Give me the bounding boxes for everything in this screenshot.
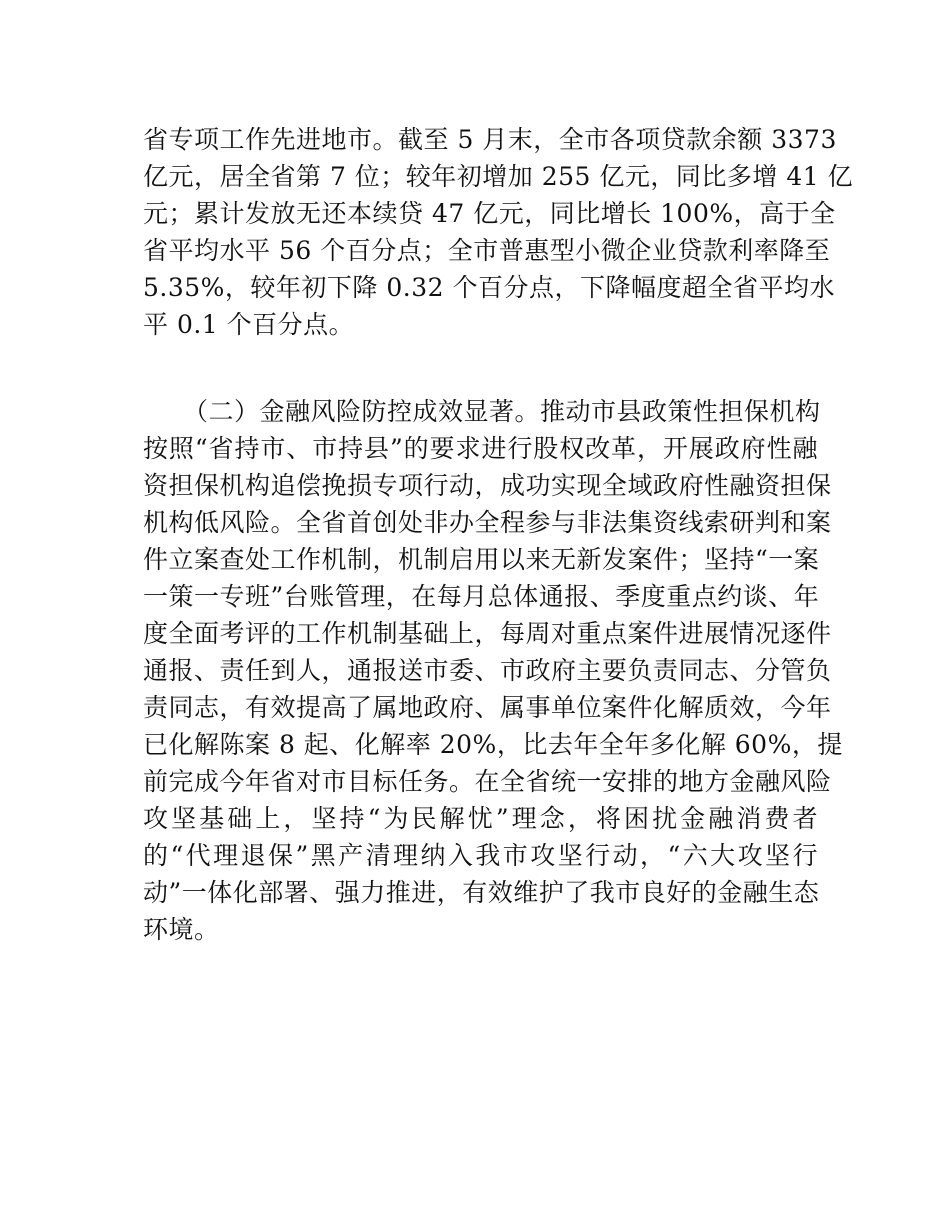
text-line: 通报、责任到人，通报送市委、市政府主要负责同志、分管负 bbox=[143, 656, 832, 685]
text-line: 度全面考评的工作机制基础上，每周对重点案件进展情况逐件 bbox=[143, 619, 832, 648]
paragraph-loans-summary bbox=[143, 121, 854, 343]
text-line: 前完成今年省对市目标任务。在全省统一安排的地方金融风险 bbox=[143, 767, 832, 796]
text-line: 平 0.1 个百分点。 bbox=[143, 310, 355, 339]
paragraph-risk-control bbox=[143, 393, 843, 948]
text-line: 按照“省持市、市持县”的要求进行股权改革，开展政府性融 bbox=[143, 434, 818, 463]
text-line: 的“代理退保”黑产清理纳入我市攻坚行动，“六大攻坚行 bbox=[143, 841, 818, 870]
text-line: 亿元，居全省第 7 位；较年初增加 255 亿元，同比多增 41 亿 bbox=[143, 162, 854, 191]
text-line: 省平均水平 56 个百分点；全市普惠型小微企业贷款利率降至 bbox=[143, 236, 831, 265]
text-line: 资担保机构追偿挽损专项行动，成功实现全域政府性融资担保 bbox=[143, 471, 832, 500]
text-line: 机构低风险。全省首创处非办全程参与非法集资线索研判和案 bbox=[143, 508, 832, 537]
text-line: 省专项工作先进地市。截至 5 月末，全市各项贷款余额 3373 bbox=[143, 125, 837, 154]
text-line: 件立案查处工作机制，机制启用以来无新发案件；坚持“一案 bbox=[143, 545, 820, 574]
text-line: 攻坚基础上，坚持“为民解忧”理念，将困扰金融消费者 bbox=[143, 804, 818, 833]
text-line: 5.35%，较年初下降 0.32 个百分点，下降幅度超全省平均水 bbox=[143, 273, 835, 302]
text-line: 一策一专班”台账管理，在每月总体通报、季度重点约谈、年 bbox=[143, 582, 820, 611]
text-line: 元；累计发放无还本续贷 47 亿元，同比增长 100%，高于全 bbox=[143, 199, 836, 228]
text-line: 动”一体化部署、强力推进，有效维护了我市良好的金融生态 bbox=[143, 878, 820, 907]
text-line: 责同志，有效提高了属地政府、属事单位案件化解质效，今年 bbox=[143, 693, 832, 722]
section-heading-line: （二）金融风险防控成效显著。推动市县政策性担保机构 bbox=[183, 397, 821, 426]
text-line: 环境。 bbox=[143, 915, 220, 944]
text-line: 已化解陈案 8 起、化解率 20%，比去年全年多化解 60%，提 bbox=[143, 730, 843, 759]
